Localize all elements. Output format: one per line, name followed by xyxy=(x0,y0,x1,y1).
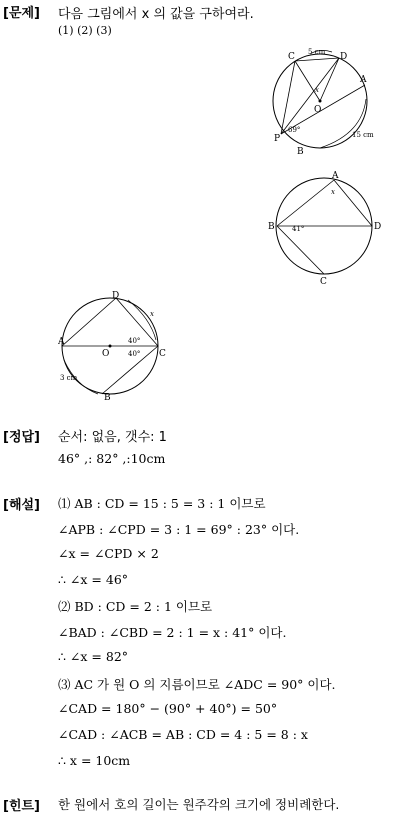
solution-line-9: ∠CAD = 180° − (90° + 40°) = 50° xyxy=(58,701,278,716)
fig2-label-b: B xyxy=(268,222,275,232)
fig1-angle-p: 69° xyxy=(288,126,301,134)
hint-tag: [힌트] xyxy=(3,799,40,814)
fig2-label-a: A xyxy=(332,171,339,181)
fig3-arc-ab: 3 cm xyxy=(60,374,78,382)
fig3-label-b: B xyxy=(104,393,111,402)
solution-line-10: ∠CAD : ∠ACB = AB : CD = 4 : 5 = 8 : x xyxy=(58,727,308,742)
solution-line-6: ∠BAD : ∠CBD = 2 : 1 = x : 41° 이다. xyxy=(58,625,287,640)
fig2-label-c: C xyxy=(320,277,327,286)
figure-1 xyxy=(270,44,380,154)
hint-text: 한 원에서 호의 길이는 원주각의 크기에 정비례한다. xyxy=(58,797,340,812)
solution-line-4: ∴ ∠x = 46° xyxy=(58,572,129,587)
fig1-label-c: C xyxy=(288,52,295,62)
solution-line-1: ⑴ AB : CD = 15 : 5 = 3 : 1 이므로 xyxy=(58,496,266,511)
fig1-label-b: B xyxy=(297,147,304,154)
fig1-arc-ab: 15 cm xyxy=(352,131,374,139)
solution-line-11: ∴ x = 10cm xyxy=(58,753,131,768)
fig1-label-d: D xyxy=(340,52,348,62)
fig1-arc-cd: 5 cm xyxy=(308,48,326,56)
problem-tag: [문제] xyxy=(3,6,40,21)
solution-line-3: ∠x = ∠CPD × 2 xyxy=(58,546,159,561)
answer-value: 46° ,: 82° ,:10cm xyxy=(58,451,166,466)
fig3-label-d: D xyxy=(112,291,120,301)
figure-2 xyxy=(268,168,384,286)
fig3-x: x xyxy=(150,310,154,318)
answer-tag: [정답] xyxy=(3,430,40,445)
solution-line-2: ∠APB : ∠CPD = 3 : 1 = 69° : 23° 이다. xyxy=(58,522,300,537)
solution-line-8: ⑶ AC 가 원 O 의 지름이므로 ∠ADC = 90° 이다. xyxy=(58,677,336,692)
solution-line-7: ∴ ∠x = 82° xyxy=(58,649,129,664)
fig1-label-a: A xyxy=(360,75,367,85)
answer-meta: 순서: 없음, 갯수: 1 xyxy=(58,430,167,445)
fig3-label-c: C xyxy=(159,349,166,359)
solution-line-5: ⑵ BD : CD = 2 : 1 이므로 xyxy=(58,599,213,614)
fig2-angle-b: 41° xyxy=(292,225,305,233)
fig2-x: x xyxy=(331,188,335,196)
fig1-label-p: P xyxy=(274,134,281,144)
figure-3 xyxy=(58,290,173,402)
fig2-label-d: D xyxy=(374,222,382,232)
problem-subitems: (1) (2) (3) xyxy=(58,24,112,37)
problem-text: 다음 그림에서 x 의 값을 구하여라. xyxy=(58,7,254,22)
fig3-label-o: O xyxy=(102,349,110,359)
fig1-label-o: O xyxy=(314,105,322,115)
solution-tag: [해설] xyxy=(3,498,40,513)
fig3-angle1: 40° xyxy=(128,337,141,345)
fig3-label-a: A xyxy=(58,337,65,347)
fig1-x: x xyxy=(315,86,319,94)
fig3-angle2: 40° xyxy=(128,350,141,358)
